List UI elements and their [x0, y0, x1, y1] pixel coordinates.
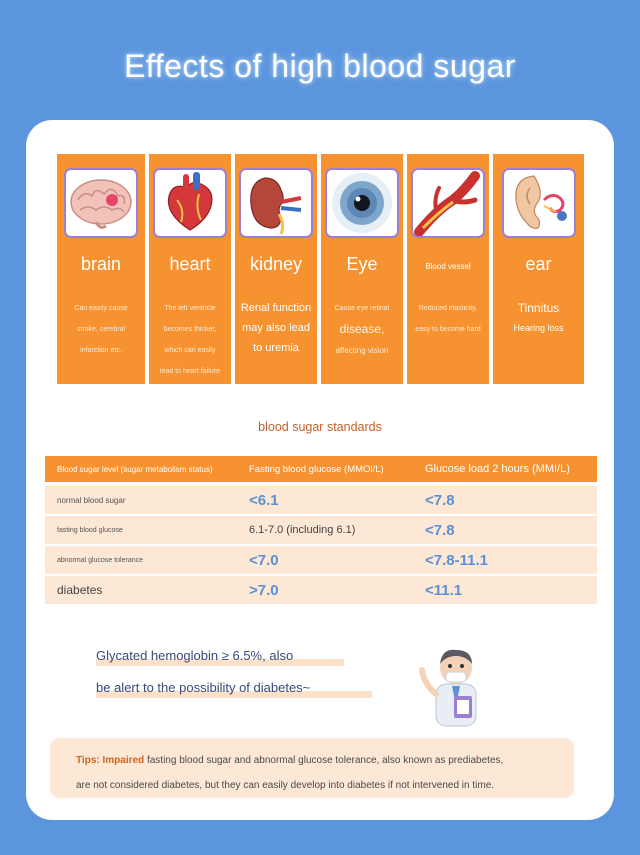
table-title: blood sugar standards: [258, 420, 382, 434]
organ-desc: The left ventricle becomes thicker, which can easily lead to heart failure: [160, 305, 220, 375]
table-cell: <6.1: [249, 491, 279, 509]
table-row: [45, 546, 597, 574]
table-cell: normal blood sugar: [57, 495, 126, 505]
organ-panel-brain: [57, 154, 145, 384]
table-header: Glucose load 2 hours (MMI/L): [425, 463, 570, 475]
organ-panel-ear: [493, 154, 584, 384]
tips-line-2: are not considered diabetes, but they can easily develop into diabetes if not intervened in time.: [76, 780, 495, 791]
table-cell: <7.8: [425, 491, 455, 509]
organ-name: heart: [169, 254, 211, 274]
organ-desc: Reduced elasticity, easy to become hard: [415, 305, 481, 333]
blood-sugar-table: [45, 456, 597, 606]
table-cell: <7.8-11.1: [425, 551, 488, 569]
table-row: [45, 576, 597, 604]
organ-desc: Cause eye retinal disease, affecting vision: [334, 305, 390, 355]
eye-icon: [325, 168, 399, 238]
table-row: [45, 486, 597, 514]
organ-name: Blood vessel: [425, 262, 471, 271]
table-cell: 6.1-7.0 (including 6.1): [249, 524, 356, 536]
table-cell: <11.1: [425, 581, 463, 599]
organ-name: kidney: [249, 254, 303, 274]
heart-icon: [153, 168, 227, 238]
organ-desc: Renal function may also lead to uremia: [240, 302, 312, 354]
organ-name: ear: [525, 254, 552, 274]
table-header: Blood sugar level (sugar metabolism status): [57, 464, 213, 474]
table-cell: <7.0: [249, 551, 279, 569]
table-cell: fasting blood glucose: [57, 526, 123, 534]
note-line-2: be alert to the possibility of diabetes~: [96, 680, 396, 695]
table-row: [45, 516, 597, 544]
table-cell: diabetes: [57, 583, 103, 597]
organ-desc: Tinnitus Hearing loss: [513, 301, 564, 333]
table-header: Fasting blood glucose (MMOl/L): [249, 463, 384, 475]
organ-panel-eye: [321, 154, 403, 384]
organ-desc: Can easily cause stroke, cerebral infarction etc.: [74, 305, 128, 354]
doctor-illustration-icon: [414, 640, 494, 730]
ear-icon: [502, 168, 576, 238]
brain-icon: [64, 168, 138, 238]
tips-box: [50, 738, 574, 798]
table-cell: abnormal glucose tolerance: [57, 556, 143, 564]
organ-panels: [57, 154, 584, 384]
blood-vessel-icon: [411, 168, 485, 238]
organ-name: brain: [80, 254, 122, 274]
table-header-row: [45, 456, 597, 482]
organ-panel-heart: [149, 154, 231, 384]
tips-line-1: Tips: Impaired fasting blood sugar and abnormal glucose tolerance, also known as prediabetes,: [76, 755, 504, 766]
tips-label: Tips: Impaired: [76, 755, 145, 766]
content-card: [26, 120, 614, 820]
page-title: Effects of high blood sugar: [124, 48, 516, 84]
organ-panel-kidney: [235, 154, 317, 384]
table-cell: <7.8: [425, 521, 455, 539]
kidney-icon: [239, 168, 313, 238]
organ-panel-blood-vessel: [407, 154, 489, 384]
organ-name: Eye: [346, 254, 378, 274]
table-cell: >7.0: [249, 581, 279, 599]
note-line-1: Glycated hemoglobin ≥ 6.5%, also: [96, 648, 396, 663]
